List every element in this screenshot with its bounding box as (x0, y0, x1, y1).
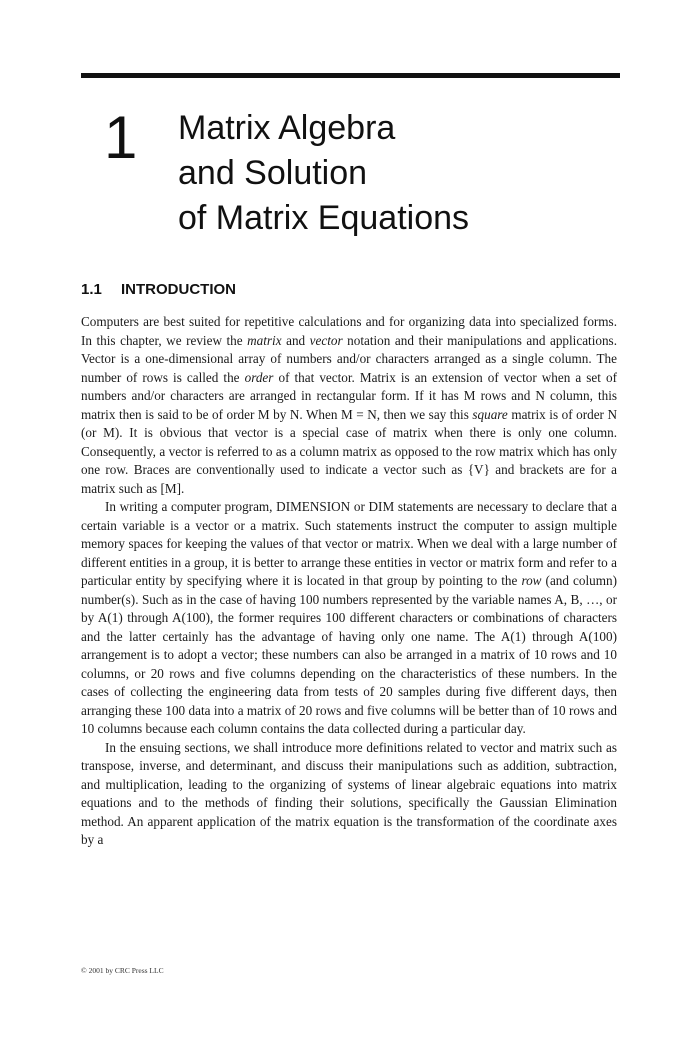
chapter-top-rule (81, 73, 620, 78)
chapter-title (178, 106, 618, 241)
italic-term: matrix (247, 332, 282, 348)
italic-term: square (472, 406, 508, 422)
copyright-footer: © 2001 by CRC Press LLC (81, 966, 164, 975)
chapter-title-line-3: of Matrix Equations (178, 199, 470, 237)
chapter-title-line-1: Matrix Algebra (178, 109, 396, 147)
paragraph-2: In writing a computer program, DIMENSION or DIM statements are necessary to declare that a certain variable is a vector or a matrix. Such statements instruct the computer to assign multiple memory spaces for keeping the values of that vector or matrix. When we deal with a large number of different entities in a group, it is better to arrange these entities in vector or matrix form and refer to a particular entity by specifying where it is located in that group by pointing to the row (and column) number(s). Such as in the case of having 100 numbers represented by the variable names A, B, …, or by A(1) through A(100), the former requires 100 different characters or combinations of characters and the latter certainly has the advantage of having only one name. The A(1) through A(100) arrangement is to adopt a vector; these numbers can also be arranged in a matrix of 10 rows and 10 columns, or 20 rows and five columns depending on the characteristics of these numbers. In the cases of collecting the engineering data from tests of 20 samples during five different days, then arranging these 100 data into a matrix of 20 rows and five columns will be better than of 10 rows and 10 columns because each column contains the data collected during a particular day. (81, 499, 618, 736)
paragraph-3: In the ensuing sections, we shall introduce more definitions related to vector and matrix such as transpose, inverse, and determinant, and discuss their manipulations such as addition, subtraction, and multiplication, leading to the organizing of systems of linear algebraic equations into matrix equations and to the methods of finding their solutions, specifically the Gaussian Elimination method. An apparent application of the matrix equation is the transformation of the coordinate axes by a (81, 739, 617, 847)
section-title: INTRODUCTION (121, 281, 236, 298)
section-heading (81, 280, 236, 300)
body-text (81, 313, 617, 850)
italic-term: row (521, 573, 542, 588)
italic-term: order (244, 369, 274, 385)
italic-term: vector (309, 332, 343, 348)
section-number: 1.1 (81, 281, 102, 298)
chapter-title-line-2: and Solution (178, 154, 368, 192)
chapter-number: 1 (104, 104, 138, 171)
paragraph-1: Computers are best suited for repetitive calculations and for organizing data into specialized forms. In this chapter, we review the matrix and vector notation and their manipulations and applications. Vector is a one-dimensional array of numbers and/or characters arranged as a single column. The number of rows is called the order of that vector. Matrix is an extension of vector when a set of numbers and/or characters are arranged in rectangular form. If it has M rows and N column, this matrix then is said to be of order M by N. When M = N, then we say this square matrix is of order N (or M). It is obvious that vector is a special case of matrix when there is only one column. Consequently, a vector is referred to as a column matrix as opposed to the row matrix which has only one row. Braces are conventionally used to indicate a vector such as {V} and brackets are for a matrix such as [M]. (81, 314, 617, 496)
